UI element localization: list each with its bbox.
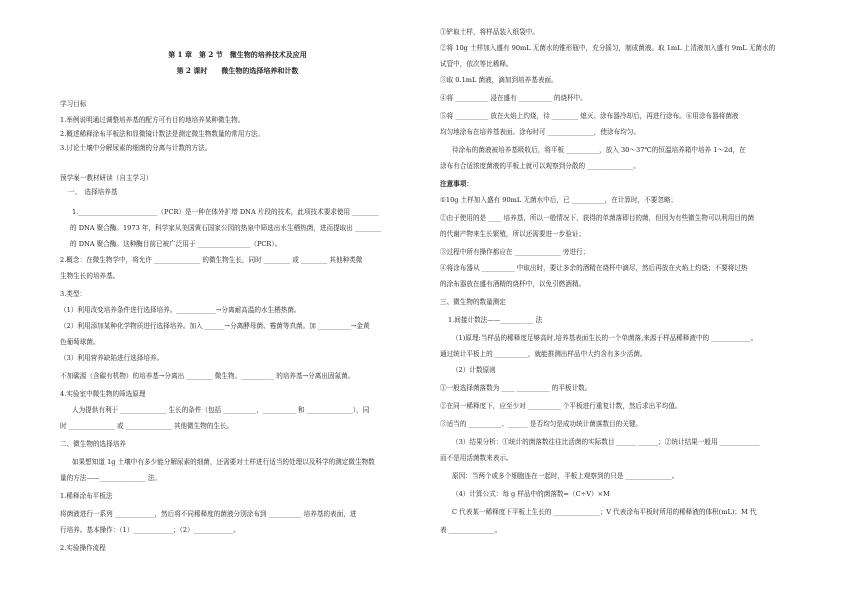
left-text-line: 二、微生物的选择培养: [60, 440, 126, 448]
left-text-line: 的 DNA 聚合酶。1973 年，科学家从美国黄石国家公园的热泉中筛选出水生栖热菌，进而提取出 ________: [70, 224, 382, 232]
right-text-line: 表 ______________。: [440, 526, 502, 534]
left-text-line: 时 ______________ 或 ______________ 其他微生物的生长。: [60, 422, 234, 430]
right-text-line: ①一般选择菌落数为 ____ __________ 的平板计数。: [440, 384, 592, 392]
right-text-line: ①铲取土样，将样品装入纸袋中。: [440, 28, 539, 36]
right-text-line: 涂布有合适浓度菌液的平板上就可以观察到分散的 ______________。: [440, 162, 640, 170]
left-text-line: 2.实验操作流程: [60, 544, 106, 552]
right-text-line: （2）计数原则: [452, 366, 496, 374]
left-text-line: 1.举例说明通过调整培养基的配方可有目的地培养某种微生物。: [60, 116, 245, 124]
left-text-line: 量的方法——______________ 法。: [60, 474, 162, 482]
left-text-line: 生物生长的培养基。: [60, 272, 120, 280]
right-text-line: ②在同一稀释度下，应至少对 __________ 个平板进行重复计数，然后求出平均值。: [440, 402, 682, 410]
left-text-line: 将菌液进行一系列 ____________，然后将不同稀释度的菌液分别涂布到 __________ 培养基的表面，进: [60, 510, 357, 518]
left-text-line: 人为提供有利于 ______________ 生长的条件（包括 __________，__________ 和 ______________），同: [72, 406, 370, 414]
left-text-line: （2）利用添加某种化学物质进行选择培养。加入 ______→分离酵母菌、霉菌等真菌。加 __________→金黄: [60, 322, 370, 330]
right-text-line: （1)原理:当样品的稀释度足够高时,培养基表面生长的一个单菌落,来源于样品稀释液中的 ____________。: [452, 334, 758, 342]
lesson-title: 第 2 课时 微生物的选择培养和计数: [176, 66, 299, 75]
right-text-line: ②由于使用的是 ____ 培养基，所以一般情况下，获得的单菌落即目的菌，但因为有些微生物可以利用目的菌: [440, 214, 755, 222]
right-text-line: ①10g 土样加入盛有 90mL 无菌水中后，已 __________，在计算时，不要忽略；: [440, 196, 678, 204]
right-text-line: 原因：当两个或多个细胞连在一起时，平板上观察到的只是 ______________。: [452, 472, 679, 480]
left-text-line: 行培养。基本操作：（1）____________；（2）____________。: [60, 526, 240, 534]
right-text-line: 通过统计平板上的 __________，就能推测出样品中大约含有多少活菌。: [440, 350, 647, 358]
right-text-line: 而不是用活菌数来表示。: [440, 454, 513, 462]
right-text-line: 1.间接计数法——__________ 法: [448, 316, 543, 324]
right-text-line: ②将 10g 土样加入盛有 90mL 无菌水的锥形瓶中，充分摇匀，制成菌液。取 1mL 上清液加入盛有 9mL 无菌水的: [440, 44, 776, 52]
right-text-line: 均匀地涂布在培养基表面。涂布时可 ______________，使涂布均匀。: [440, 128, 640, 136]
left-text-line: （1）利用改变培养条件进行选择培养。____________→分离耐高温的水生栖热菌。: [60, 306, 301, 314]
right-text-line: ⑤将 __________ 放在火焰上灼烧，待 ________ 熄灭、涂布器冷却后，再进行涂布。⑥用涂布器将菌液: [440, 112, 739, 120]
right-text-line: C 代表某一稀释度下平板上生长的 ______________；V 代表涂布平板时所用的稀释液的体积(mL)；M 代: [452, 508, 757, 516]
left-text-line: （3）利用营养缺陷进行选择培养。: [60, 354, 164, 362]
left-text-line: 预学案一教材研读（自主学习）: [60, 174, 153, 182]
right-text-line: 的代谢产物来生长繁殖，所以还需要进一步验证；: [440, 230, 586, 238]
left-text-line: 不加碳源（含碳有机物）的培养基→分离出 ________ 微生物。__________ 的培养基→分离出固氮菌。: [60, 372, 355, 380]
left-text-line: 学习目标: [60, 100, 87, 108]
right-text-line: 注意事项：: [440, 180, 473, 188]
left-text-line: 色葡萄球菌。: [60, 338, 100, 346]
right-text-line: 三、微生物的数量测定: [440, 298, 506, 306]
left-text-line: 2.概述稀释涂布平板法和显微镜计数法是测定微生物数量的常用方法。: [60, 130, 265, 138]
chapter-title: 第 1 章 第 2 节 微生物的培养技术及应用: [168, 50, 307, 59]
right-text-line: （4）计算公式：每 g 样品中的菌落数=（C÷V）×M: [452, 490, 610, 498]
right-text-line: （3）结果分析：①统计的菌落数往往比活菌的实际数目 ______ ______；②统计结果一般用 ____________: [452, 438, 760, 446]
right-text-line: ③过程中所有操作都应在 ______________ 旁进行；: [440, 248, 590, 256]
right-text-line: 的涂布器放在盛有酒精的烧杯中，以免引燃酒精。: [440, 280, 586, 288]
left-text-line: 1.________________________（PCR）是一种在体外扩增 DNA 片段的技术，此项技术要求使用 ________: [72, 208, 379, 216]
right-text-line: 待涂布的菌液被培养基吸收后，将平板 __________，放入 30～37℃的恒温培养箱中培养 1～2d，在: [452, 146, 746, 154]
right-text-line: ④将涂布器从 __________ 中取出时，要让多余的酒精在烧杯中滴尽，然后再放在火焰上灼烧；不要将过热: [440, 264, 748, 272]
left-text-line: 如果想知道 1g 土壤中有多少能分解尿素的细菌，还需要对土样进行适当的处理以及科学的测定微生物数: [72, 458, 375, 466]
left-text-line: 4.实验室中微生物的筛选原理: [60, 390, 146, 398]
left-text-line: 3.类型：: [60, 290, 87, 298]
left-text-line: 3.讨论土壤中分解尿素的细菌的分离与计数的方法。: [60, 144, 212, 152]
left-text-line: 1.稀释涂布平板法: [60, 492, 113, 500]
right-text-line: ③适当的 __________、______ 是否均匀是成功统计菌落数目的关键。: [440, 420, 643, 428]
right-text-line: 试管中，依次等比稀释。: [440, 60, 513, 68]
left-text-line: 的 DNA 聚合酶。这种酶目前已被广泛用于 ________________（PCR）。: [70, 240, 282, 248]
left-text-line: 2.概念：在微生物学中，将允许 ______________ 的微生物生长，同时 ________ 或 ________ 其他种类微: [60, 256, 363, 264]
right-text-line: ③取 0.1mL 菌液，滴加到培养基表面。: [440, 76, 558, 84]
left-text-line: 一、 选择培养基: [68, 188, 118, 196]
right-text-line: ④将 __________ 浸在盛有 __________ 的烧杯中。: [440, 94, 587, 102]
